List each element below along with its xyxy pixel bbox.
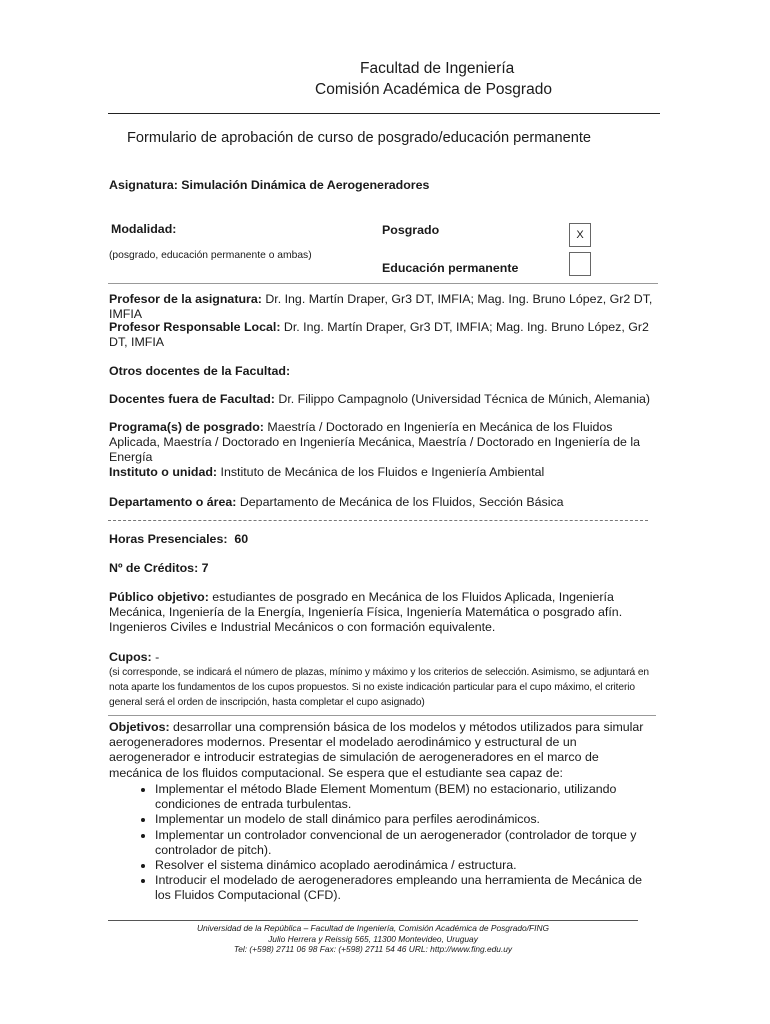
departamento-field: Departamento o área: Departamento de Mecánica de los Fluidos, Sección Básica [109,495,564,509]
footer-line-1: Universidad de la República – Facultad de Ingeniería, Comisión Académica de Posgrado/FING [196,923,550,933]
instituto-field: Instituto o unidad: Instituto de Mecánica de los Fluidos e Ingeniería Ambiental [109,465,545,479]
programas-field: Programa(s) de posgrado: Maestría / Doctorado en Ingeniería en Mecánica de los Fluidos Aplicada, Maestría / Doctorado en Ingeniería Mecánica, Maestría / Doctorado en Ingeniería de la Energía [109,420,641,465]
cupos-note: (si corresponde, se indicará el número de plazas, mínimo y máximo y los criterios de selección. Asimismo, se adjuntará en nota aparte los fundamentos de los cupos propuestos. Si no existe indicación particular para el cupo máximo, el criterio general será el orden de inscripción, hasta completar el cupo asignado) [109,667,649,709]
objetivo-item: • Implementar un controlador convencional de un aerogenerador (controlador de torque y controlador de pitch). [155,828,649,858]
educacion-checkbox[interactable] [569,252,591,276]
modalidad-hint: (posgrado, educación permanente o ambas) [109,250,312,261]
objetivo-item: • Introducir el modelado de aerogeneradores empleando una herramienta de Mecánica de los Fluidos Computacional (CFD). [155,873,649,903]
faculty-name-text: Facultad de Ingeniería [360,60,515,77]
footer-rule [108,920,638,921]
footer [108,923,638,955]
objetivos-section: Objetivos: desarrollar una comprensión básica de los modelos y métodos utilizados para simular aerogeneradores modernos. Presentar el modelado aerodinámico y estructural de un aerogenerador e introducir estrategias de simulación de aerogeneradores en el marco de mecánica de los fluidos computacional. Se espera que el estudiante sea capaz de: [109,720,644,780]
responsable-field: Profesor Responsable Local: Dr. Ing. Martín Draper, Gr3 DT, IMFIA; Mag. Ing. Bruno López, Gr2 DT, IMFIA [109,320,649,350]
footer-line-3: Tel: (+598) 2711 06 98 Fax: (+598) 2711 54 46 URL: http://www.fing.edu.uy [233,944,513,954]
docentes-fuera-field: Docentes fuera de Facultad: Dr. Filippo Campagnolo (Universidad Técnica de Múnich, Alemania) [109,392,651,406]
modalidad-label: Modalidad: [111,222,177,236]
objetivo-item: • Resolver el sistema dinámico acoplado aerodinámica / estructura. [155,858,649,873]
objetivo-item: • Implementar el método Blade Element Momentum (BEM) no estacionario, utilizando condiciones de entrada turbulentas. [155,782,649,812]
horas-field: Horas Presenciales: 60 [109,532,249,546]
header-rule [108,113,660,114]
posgrado-checkbox[interactable]: X [569,223,591,247]
otros-docentes-label: Otros docentes de la Facultad: [109,364,291,378]
objetivos-list [109,782,649,904]
asignatura: Asignatura: Simulación Dinámica de Aerogeneradores [109,178,430,192]
option-educacion-label: Educación permanente [382,261,519,275]
form-title: Formulario de aprobación de curso de posgrado/educación permanente [127,130,592,146]
commission-name: Comisión Académica de Posgrado [315,81,552,98]
option-posgrado-label: Posgrado [382,223,440,237]
publico-field: Público objetivo: estudiantes de posgrado en Mecánica de los Fluidos Aplicada, Ingeniería Mecánica, Ingeniería de la Energía, Ingeniería Física, Ingeniería Matemática o posgrado afín. Ingenieros Civiles e Industrial Mecánicos o con formación equivalente. [109,590,623,635]
footer-line-2: Julio Herrera y Reissig 565, 11300 Montevideo, Uruguay [268,933,478,944]
cupos-rule [108,715,656,716]
section-rule [108,283,658,284]
cupos-field: Cupos: - [109,650,160,664]
creditos-field: Nº de Créditos: 7 [109,561,209,575]
profesor-field: Profesor de la asignatura: Dr. Ing. Martín Draper, Gr3 DT, IMFIA; Mag. Ing. Bruno López, Gr2 DT, IMFIA [109,292,653,322]
objetivo-item: • Implementar un modelo de stall dinámico para perfiles aerodinámicos. [155,812,649,827]
dashed-rule [108,520,648,521]
